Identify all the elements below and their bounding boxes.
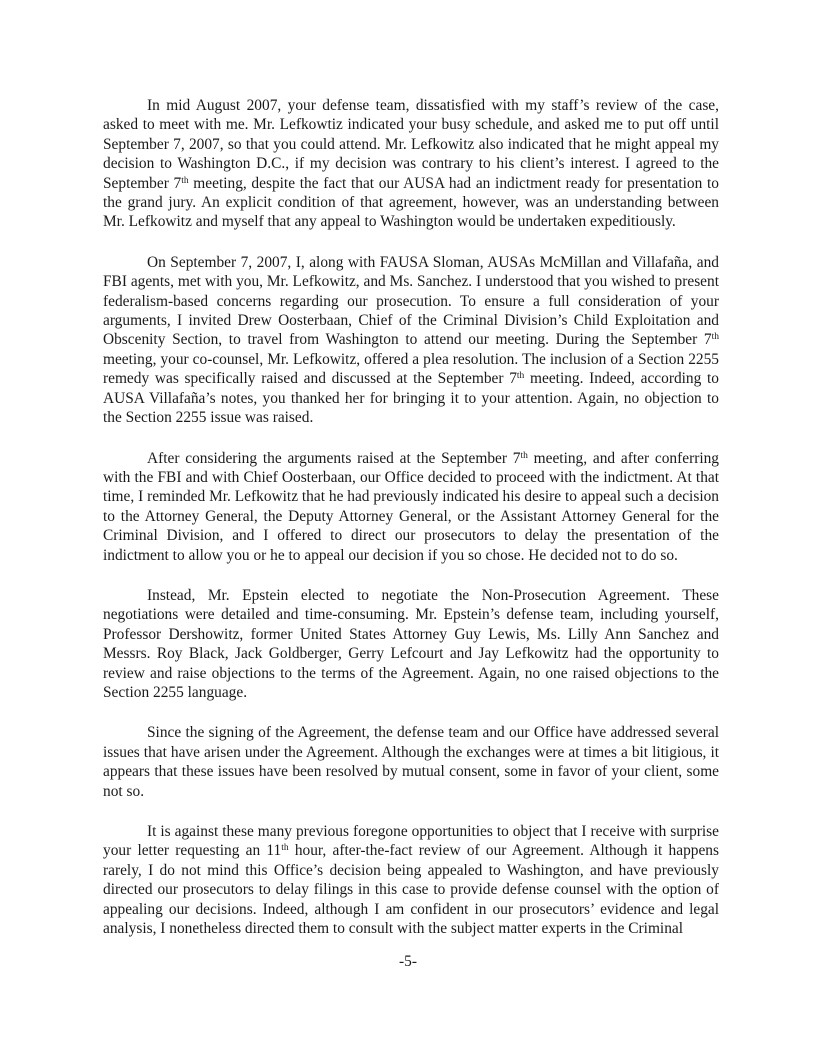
paragraph-negotiations: Instead, Mr. Epstein elected to negotiate the Non-Prosecution Agreement. These negotiations were detailed and time-consuming. Mr. Epstein’s defense team, including yourself, Professor Dershowitz, former United States Attorney Guy Lewis, Ms. Lilly Ann Sanchez and Messrs. Roy Black, Jack Goldberger, Gerry Lefcourt and Jay Lefkowitz had the opportunity to review and raise objections to the terms of the Agreement. Again, no one raised objections to the Section 2255 language. [103, 586, 719, 701]
paragraph-since-signing: Since the signing of the Agreement, the defense team and our Office have addressed several issues that have arisen under the Agreement. Although the exchanges were at times a bit litigious, it appears that these issues have been resolved by mutual consent, some in favor of your client, some not so. [103, 724, 719, 800]
paragraph-indictment-decision: After considering the arguments raised at the September 7th meeting, and after conferring with the FBI and with Chief Oosterbaan, our Office decided to proceed with the indictment. At that time, I reminded Mr. Lefkowitz that he had previously indicated his desire to appeal such a decision to the Attorney General, the Deputy Attorney General, or the Assistant Attorney General for the Criminal Division, and I offered to direct our prosecutors to delay the presentation of the indictment to allow you or he to appeal our decision if you so chose. He decided not to do so. [103, 449, 719, 564]
paragraph-september-meeting: On September 7, 2007, I, along with FAUSA Sloman, AUSAs McMillan and Villafaña, and FBI agents, met with you, Mr. Lefkowitz, and Ms. Sanchez. I understood that you wished to present federalism-based concerns regarding our prosecution. To ensure a full consideration of your arguments, I invited Drew Oosterbaan, Chief of the Criminal Division’s Child Exploitation and Obscenity Section, to travel from Washington to attend our meeting. During the September 7th meeting, your co-counsel, Mr. Lefkowitz, offered a plea resolution. The inclusion of a Section 2255 remedy was specifically raised and discussed at the September 7th meeting. Indeed, according to AUSA Villafaña’s notes, you thanked her for bringing it to your attention. Again, no objection to the Section 2255 issue was raised. [103, 253, 719, 427]
paragraph-review-request: It is against these many previous foregone opportunities to object that I receive with surprise your letter requesting an 11th hour, after-the-fact review of our Agreement. Although it happens rarely, I do not mind this Office’s decision being appealed to Washington, and have previously directed our prosecutors to delay filings in this case to provide defense counsel with the option of appealing our decisions. Indeed, although I am confident in our prosecutors’ evidence and legal analysis, I nonetheless directed them to consult with the subject matter experts in the Criminal [103, 823, 719, 938]
page-number: -5- [399, 953, 417, 970]
letter-body [103, 96, 719, 959]
paragraph-august-meeting: In mid August 2007, your defense team, dissatisfied with my staff’s review of the case, asked to meet with me. Mr. Lefkowtiz indicated your busy schedule, and asked me to put off until September 7, 2007, so that you could attend. Mr. Lefkowitz also indicated that he might appeal my decision to Washington D.C., if my decision was contrary to his client’s interest. I agreed to the September 7th meeting, despite the fact that our AUSA had an indictment ready for presentation to the grand jury. An explicit condition of that agreement, however, was an understanding between Mr. Lefkowitz and myself that any appeal to Washington would be undertaken expeditiously. [103, 97, 720, 231]
